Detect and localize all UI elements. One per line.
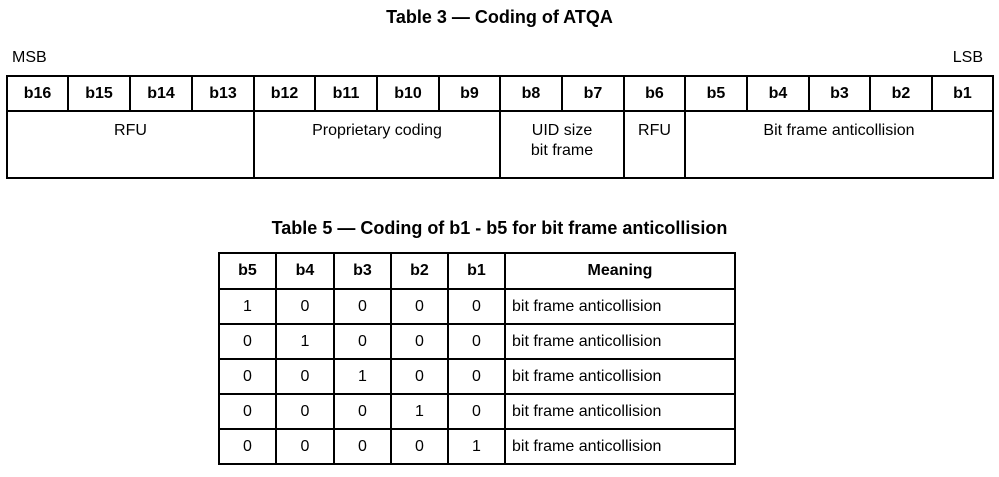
bit-value-cell: 1 bbox=[334, 359, 391, 394]
table-row bbox=[219, 289, 735, 324]
meaning-cell: bit frame anticollision bbox=[505, 289, 735, 324]
column-header: b2 bbox=[391, 253, 448, 289]
bit-header: b5 bbox=[685, 76, 747, 111]
bit-value-cell: 0 bbox=[448, 359, 505, 394]
bit-value-cell: 1 bbox=[219, 289, 276, 324]
bit-value-cell: 0 bbox=[334, 324, 391, 359]
table-row bbox=[219, 324, 735, 359]
bit-header: b8 bbox=[500, 76, 562, 111]
bit-value-cell: 0 bbox=[391, 289, 448, 324]
bit-header: b4 bbox=[747, 76, 809, 111]
bit-value-cell: 0 bbox=[276, 289, 334, 324]
bit-header: b16 bbox=[7, 76, 68, 111]
atqa-coding-table bbox=[6, 75, 994, 179]
uid-size-line1: UID size bbox=[531, 122, 593, 139]
bit-value-cell: 0 bbox=[391, 359, 448, 394]
bit-value-cell: 1 bbox=[448, 429, 505, 464]
uid-size-field bbox=[500, 111, 624, 178]
column-header: b1 bbox=[448, 253, 505, 289]
bit-header: b14 bbox=[130, 76, 192, 111]
lsb-label: LSB bbox=[952, 49, 983, 66]
bit-value-cell: 0 bbox=[276, 359, 334, 394]
msb-label: MSB bbox=[12, 49, 47, 66]
proprietary-coding-field: Proprietary coding bbox=[254, 111, 500, 178]
table-row bbox=[219, 394, 735, 429]
bit-value-cell: 1 bbox=[391, 394, 448, 429]
table5-title: Table 5 — Coding of b1 - b5 for bit frame anticollision bbox=[271, 218, 728, 238]
bit-value-cell: 0 bbox=[219, 394, 276, 429]
bit-value-cell: 0 bbox=[448, 394, 505, 429]
bit-value-cell: 0 bbox=[219, 359, 276, 394]
bit-header: b12 bbox=[254, 76, 315, 111]
column-header: b5 bbox=[219, 253, 276, 289]
rfu-high-field: RFU bbox=[7, 111, 254, 178]
uid-size-line2: bit frame bbox=[530, 142, 594, 159]
table3-title: Table 3 — Coding of ATQA bbox=[386, 7, 613, 27]
bit-value-cell: 0 bbox=[448, 289, 505, 324]
bit-value-cell: 0 bbox=[219, 429, 276, 464]
bit-header-row bbox=[7, 76, 993, 111]
bit-header: b1 bbox=[932, 76, 993, 111]
bit-value-cell: 0 bbox=[334, 289, 391, 324]
bit-value-cell: 0 bbox=[391, 324, 448, 359]
bit-value-cell: 0 bbox=[334, 429, 391, 464]
bit-value-cell: 0 bbox=[334, 394, 391, 429]
bit-value-cell: 0 bbox=[448, 324, 505, 359]
table5-header-row bbox=[219, 253, 735, 289]
bit-header: b2 bbox=[870, 76, 932, 111]
bit-header: b3 bbox=[809, 76, 870, 111]
bit-frame-anticollision-field: Bit frame anticollision bbox=[685, 111, 993, 178]
bit-header: b11 bbox=[315, 76, 377, 111]
meaning-cell: bit frame anticollision bbox=[505, 359, 735, 394]
bit-header: b15 bbox=[68, 76, 130, 111]
bit-value-cell: 0 bbox=[391, 429, 448, 464]
column-header: b3 bbox=[334, 253, 391, 289]
column-header: b4 bbox=[276, 253, 334, 289]
bit-value-cell: 0 bbox=[276, 429, 334, 464]
bit-value-cell: 0 bbox=[276, 394, 334, 429]
meaning-header: Meaning bbox=[505, 253, 735, 289]
bit-header: b13 bbox=[192, 76, 254, 111]
meaning-cell: bit frame anticollision bbox=[505, 324, 735, 359]
table-row bbox=[219, 429, 735, 464]
table-row bbox=[219, 359, 735, 394]
bit-value-cell: 0 bbox=[219, 324, 276, 359]
meaning-cell: bit frame anticollision bbox=[505, 429, 735, 464]
bit-value-cell: 1 bbox=[276, 324, 334, 359]
bit-header: b10 bbox=[377, 76, 439, 111]
rfu-b6-field: RFU bbox=[624, 111, 685, 178]
bit-frame-coding-table bbox=[218, 252, 736, 465]
field-row bbox=[7, 111, 993, 178]
bit-header: b6 bbox=[624, 76, 685, 111]
bit-header: b9 bbox=[439, 76, 500, 111]
bit-header: b7 bbox=[562, 76, 624, 111]
meaning-cell: bit frame anticollision bbox=[505, 394, 735, 429]
